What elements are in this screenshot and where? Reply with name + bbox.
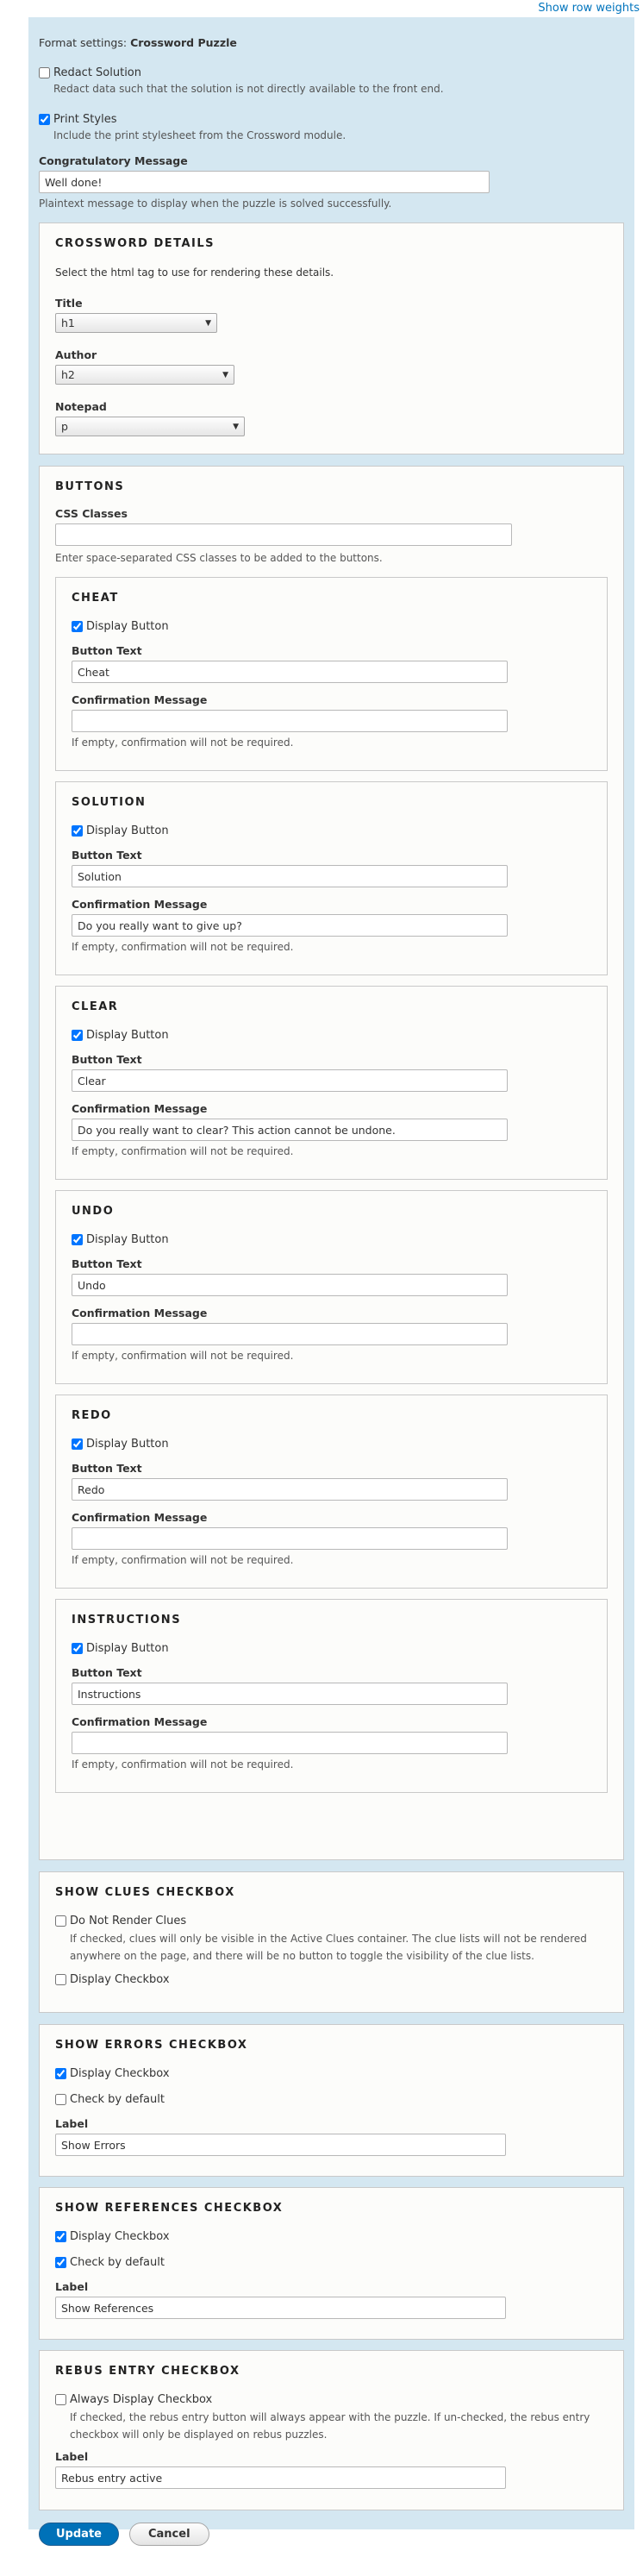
redact-solution-description: Redact data such that the solution is not directly available to the front end. [53,83,444,95]
errors-display-checkbox[interactable]: Display Checkbox [55,2065,608,2081]
redo-display-checkbox[interactable]: Display Button [72,1436,591,1451]
rebus-label-label: Label [55,2450,89,2463]
rebus-label-input[interactable] [55,2466,506,2489]
update-button[interactable]: Update [39,2523,119,2546]
redact-solution-input[interactable] [39,67,50,78]
buttons-fieldset [39,466,624,1860]
redo-confirmation-label: Confirmation Message [72,1511,208,1524]
clear-button-legend: CLEAR [72,1000,119,1013]
instructions-confirmation-label: Confirmation Message [72,1715,208,1728]
cheat-confirmation-description: If empty, confirmation will not be required. [72,736,294,749]
cancel-button[interactable]: Cancel [129,2523,209,2546]
undo-display-checkbox[interactable]: Display Button [72,1232,591,1247]
redo-confirmation-description: If empty, confirmation will not be required. [72,1554,294,1566]
print-styles-checkbox[interactable]: Print Styles [39,111,624,127]
show-references-fieldset [39,2187,624,2340]
rebus-always-display-input[interactable] [55,2394,66,2405]
solution-button-fieldset [55,781,608,975]
undo-confirmation-input[interactable] [72,1323,508,1345]
crossword-details-legend: CROSSWORD DETAILS [55,237,215,250]
references-label-label: Label [55,2280,89,2293]
button-config-list [55,577,608,1793]
undo-confirmation-description: If empty, confirmation will not be required. [72,1350,294,1362]
undo-display-input[interactable] [72,1234,83,1245]
instructions-button-fieldset [55,1599,608,1793]
clues-display-input[interactable] [55,1974,66,1985]
cheat-button-text-input[interactable] [72,661,508,683]
undo-button-legend: UNDO [72,1205,115,1218]
congratulatory-message-description: Plaintext message to display when the puzzle is solved successfully. [39,197,392,210]
redo-button-legend: REDO [72,1409,112,1422]
redo-button-text-input[interactable] [72,1478,508,1501]
redo-button-fieldset [55,1395,608,1589]
instructions-display-checkbox[interactable]: Display Button [72,1640,591,1656]
references-label-input[interactable] [55,2297,506,2319]
clear-button-text-label: Button Text [72,1053,142,1066]
notepad-tag-label: Notepad [55,400,107,413]
solution-display-input[interactable] [72,825,83,837]
solution-display-checkbox[interactable]: Display Button [72,823,591,838]
clear-confirmation-label: Confirmation Message [72,1102,208,1115]
clear-button-text-input[interactable] [72,1069,508,1092]
clear-display-input[interactable] [72,1030,83,1041]
cheat-button-text-label: Button Text [72,644,142,657]
show-errors-legend: SHOW ERRORS CHECKBOX [55,2039,248,2052]
redo-confirmation-input[interactable] [72,1527,508,1550]
chevron-down-icon: ▼ [222,370,228,379]
congratulatory-message-label: Congratulatory Message [39,154,188,167]
references-display-checkbox[interactable]: Display Checkbox [55,2228,608,2244]
solution-button-legend: SOLUTION [72,796,147,809]
chevron-down-icon: ▼ [205,318,211,328]
form-actions [39,2523,624,2546]
instructions-confirmation-description: If empty, confirmation will not be required. [72,1758,294,1771]
css-classes-label: CSS Classes [55,507,128,520]
references-check-default-checkbox[interactable]: Check by default [55,2254,608,2270]
instructions-button-text-label: Button Text [72,1666,142,1679]
cheat-display-input[interactable] [72,621,83,632]
author-tag-select[interactable]: h2 ▼ [55,365,234,385]
css-classes-input[interactable] [55,523,512,546]
errors-check-default-checkbox[interactable]: Check by default [55,2091,608,2107]
solution-button-text-label: Button Text [72,849,142,862]
rebus-entry-fieldset [39,2350,624,2510]
clear-confirmation-description: If empty, confirmation will not be required. [72,1145,294,1157]
show-row-weights-link[interactable]: Show row weights [538,2,640,15]
instructions-button-legend: INSTRUCTIONS [72,1614,182,1626]
cheat-confirmation-label: Confirmation Message [72,693,208,706]
top-bar [0,0,643,17]
clear-confirmation-input[interactable] [72,1119,508,1141]
instructions-button-text-input[interactable] [72,1683,508,1705]
title-tag-select[interactable]: h1 ▼ [55,313,217,333]
congratulatory-message-input[interactable] [39,171,490,193]
errors-label-input[interactable] [55,2134,506,2156]
buttons-legend: BUTTONS [55,480,125,493]
undo-button-text-label: Button Text [72,1257,142,1270]
print-styles-description: Include the print stylesheet from the Crossword module. [53,129,346,141]
references-display-input[interactable] [55,2231,66,2242]
instructions-confirmation-input[interactable] [72,1732,508,1754]
rebus-always-display-description: If checked, the rebus entry button will always appear with the puzzle. If un-checked, the rebus entry checkbox will only be displayed on rebus puzzles. [70,2411,590,2441]
title-tag-label: Title [55,297,83,310]
format-settings-title: Format settings: Crossword Puzzle [39,36,237,49]
show-errors-fieldset [39,2024,624,2177]
undo-button-fieldset [55,1190,608,1384]
errors-check-default-input[interactable] [55,2094,66,2105]
do-not-render-clues-input[interactable] [55,1915,66,1927]
cheat-confirmation-input[interactable] [72,710,508,732]
undo-confirmation-label: Confirmation Message [72,1307,208,1319]
cheat-button-legend: CHEAT [72,592,119,605]
crossword-details-fieldset [39,223,624,454]
redo-display-input[interactable] [72,1438,83,1450]
redact-solution-checkbox[interactable]: Redact Solution [39,65,624,80]
solution-confirmation-input[interactable] [72,914,508,937]
css-classes-description: Enter space-separated CSS classes to be added to the buttons. [55,552,383,564]
cheat-button-fieldset [55,577,608,771]
format-settings-panel [28,17,634,2541]
solution-confirmation-label: Confirmation Message [72,898,208,911]
instructions-display-input[interactable] [72,1643,83,1654]
references-check-default-input[interactable] [55,2257,66,2268]
undo-button-text-input[interactable] [72,1274,508,1296]
show-references-legend: SHOW REFERENCES CHECKBOX [55,2202,284,2215]
rebus-always-display-checkbox[interactable]: Always Display Checkbox [55,2391,608,2407]
clear-button-fieldset [55,986,608,1180]
chevron-down-icon: ▼ [233,422,239,431]
errors-display-input[interactable] [55,2068,66,2079]
redo-button-text-label: Button Text [72,1462,142,1475]
errors-label-label: Label [55,2117,89,2130]
clear-display-checkbox[interactable]: Display Button [72,1027,591,1043]
rebus-entry-legend: REBUS ENTRY CHECKBOX [55,2365,240,2378]
crossword-details-description: Select the html tag to use for rendering these details. [55,266,334,279]
solution-confirmation-description: If empty, confirmation will not be required. [72,941,294,953]
show-clues-fieldset [39,1871,624,2013]
clues-display-checkbox[interactable]: Display Checkbox [55,1971,608,1987]
do-not-render-clues-description: If checked, clues will only be visible in the Active Clues container. The clue lists will not be rendered anywhere on the page, and there will be no button to toggle the visibility of the clue lists. [70,1933,587,1962]
author-tag-label: Author [55,348,97,361]
solution-button-text-input[interactable] [72,865,508,887]
print-styles-input[interactable] [39,114,50,125]
do-not-render-clues-checkbox[interactable]: Do Not Render Clues [55,1913,608,1928]
cheat-display-checkbox[interactable]: Display Button [72,618,591,634]
show-clues-legend: SHOW CLUES CHECKBOX [55,1886,235,1899]
notepad-tag-select[interactable]: p ▼ [55,417,245,436]
